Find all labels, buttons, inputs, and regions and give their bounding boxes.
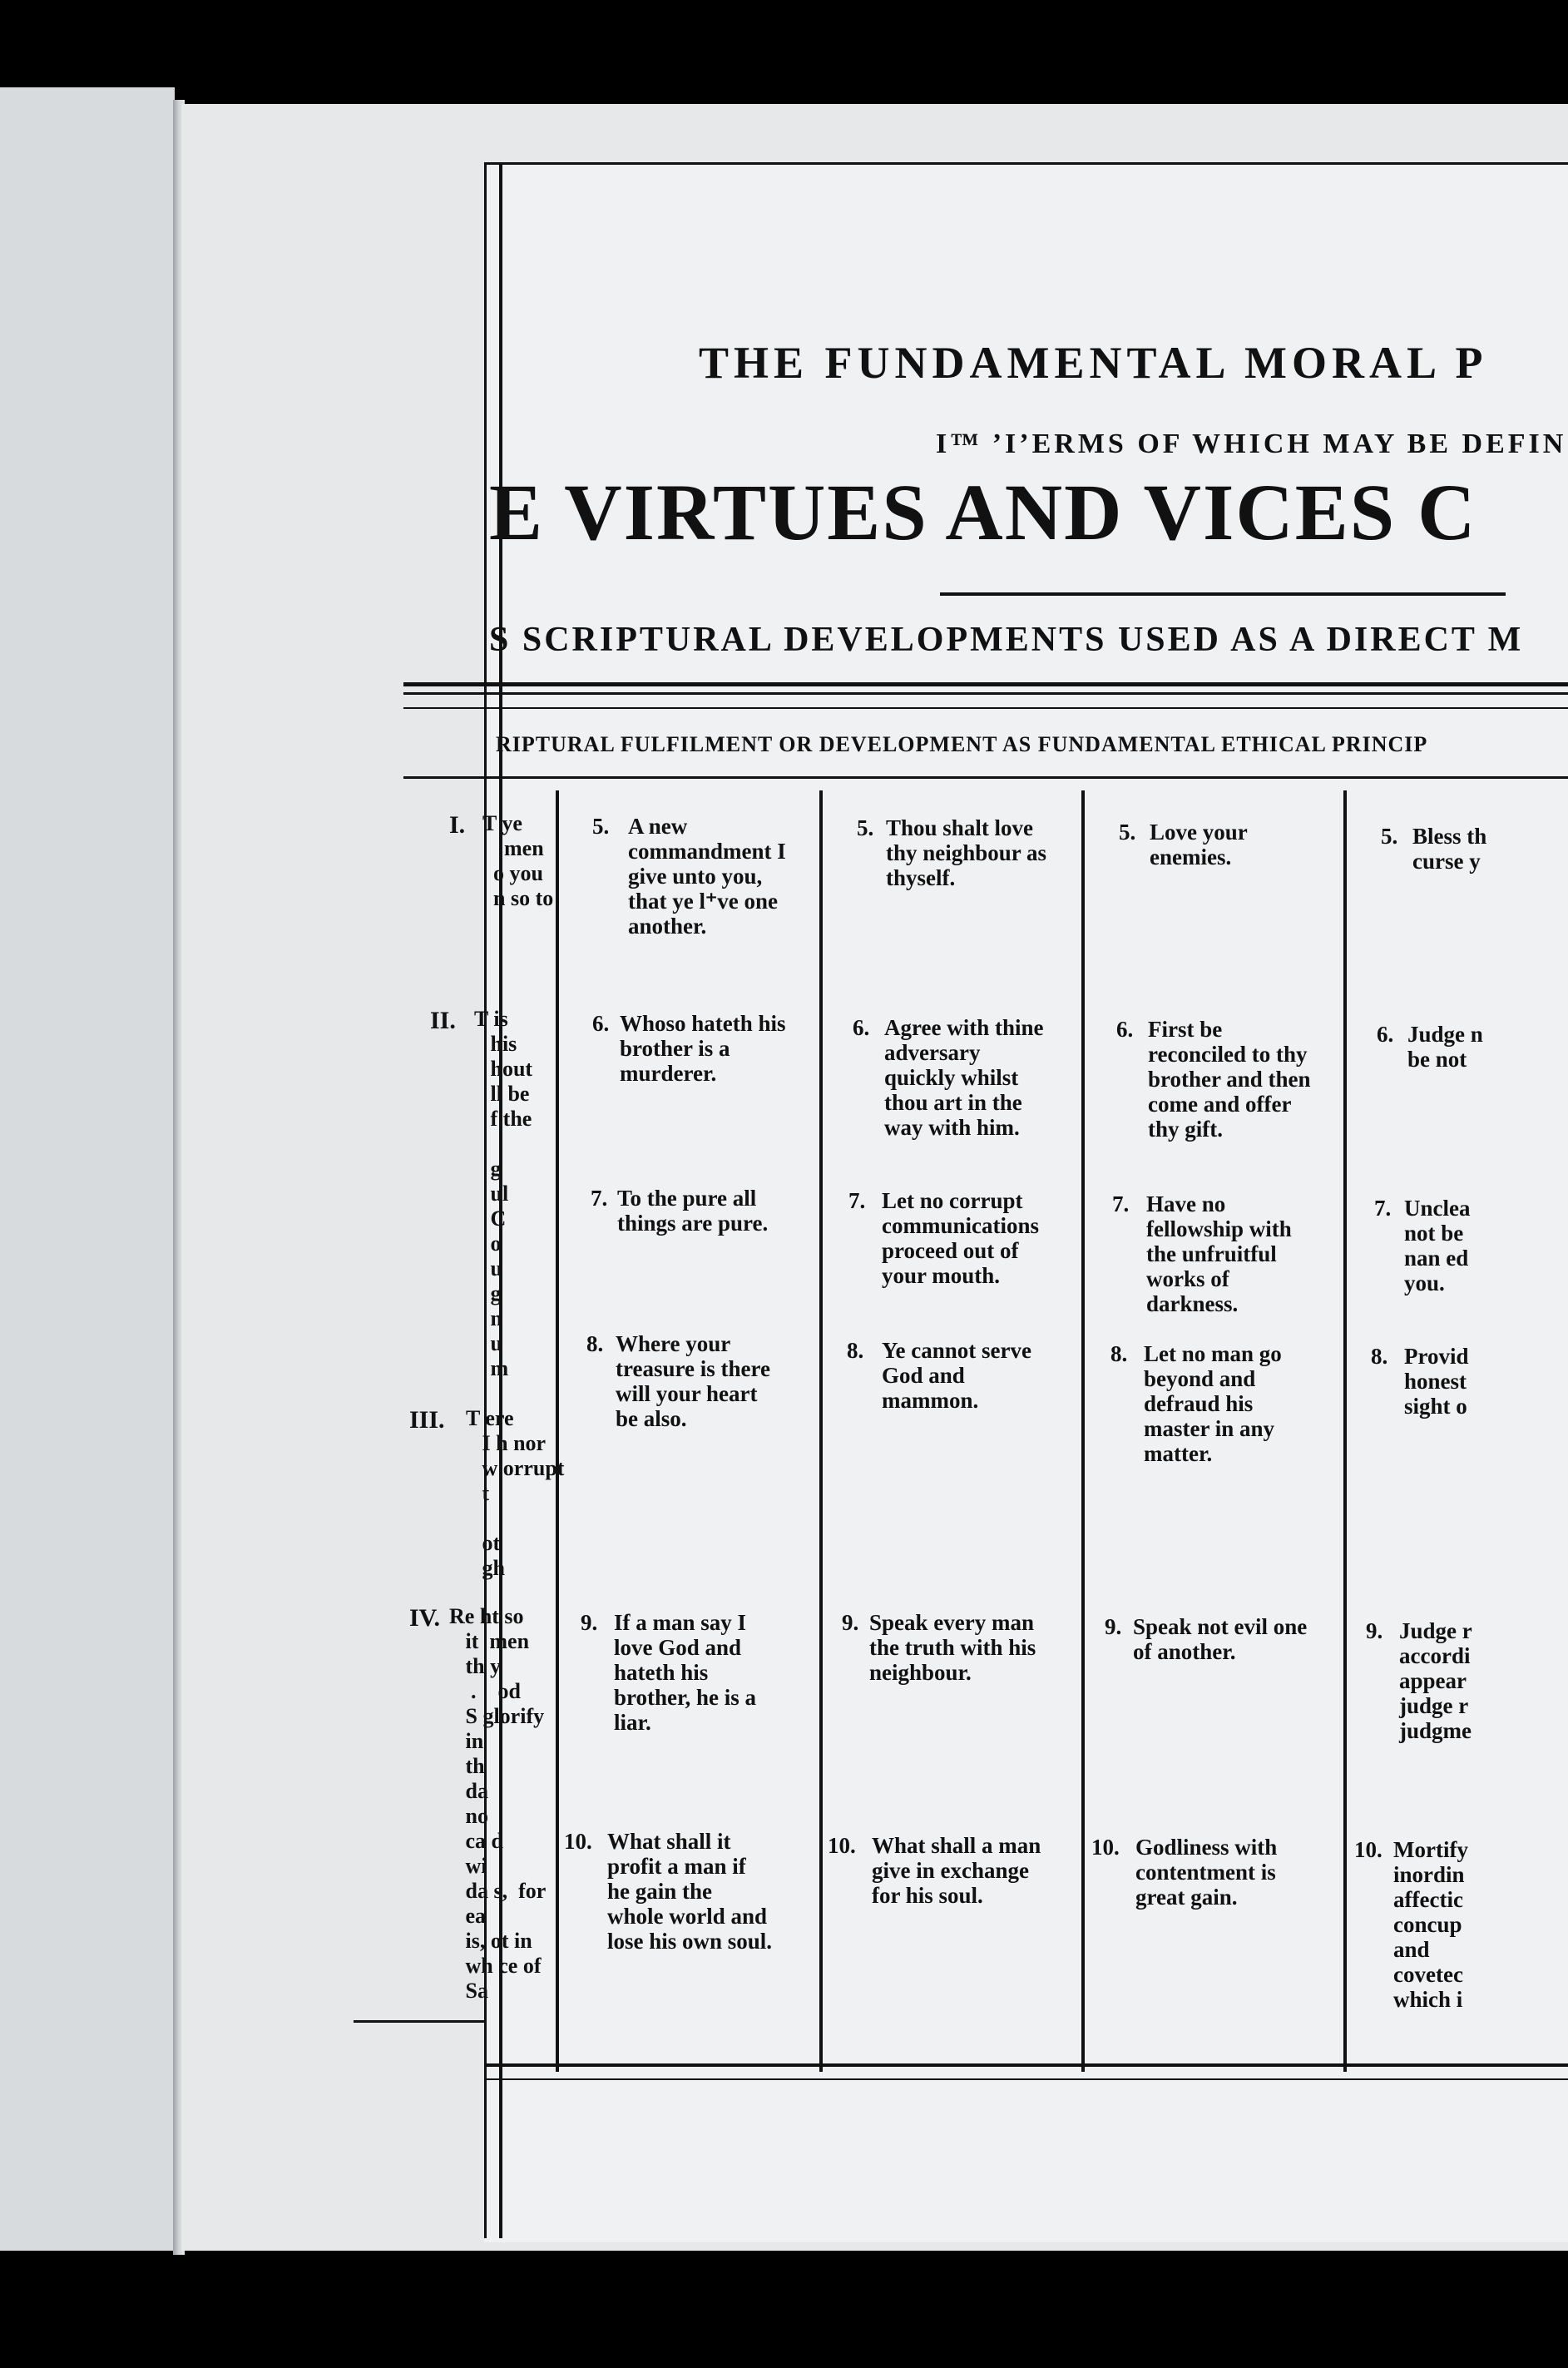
cell-c1-r6-num: 6. bbox=[592, 1011, 610, 1036]
cell-c2-r9-num: 9. bbox=[842, 1610, 859, 1635]
cell-c1-r10-num: 10. bbox=[564, 1829, 592, 1854]
cell-c2-r10-text: What shall a man give in exchange for his soul. bbox=[872, 1833, 1041, 1908]
cell-c3-r8-num: 8. bbox=[1110, 1341, 1128, 1366]
band-top-rule-1 bbox=[403, 682, 1568, 686]
band-top-rule-3 bbox=[403, 707, 1568, 709]
cell-c3-r10-text: Godliness with contentment is great gain. bbox=[1135, 1835, 1278, 1910]
cell-c4-r5-num: 5. bbox=[1381, 824, 1398, 849]
cell-c2-r9-text: Speak every man the truth with his neighbour. bbox=[869, 1610, 1036, 1685]
cell-c1-r5-text: A new commandment I give unto you, that ye l⁺ve one another. bbox=[628, 814, 786, 939]
band-heading: RIPTURAL FULFILMENT OR DEVELOPMENT AS FUNDAMENTAL ETHICAL PRINCIP bbox=[496, 732, 1428, 756]
left-page-edge bbox=[0, 87, 175, 2251]
cell-c4-r9-num: 9. bbox=[1366, 1618, 1383, 1643]
cell-c1-r9-num: 9. bbox=[581, 1610, 598, 1635]
title-line-1: THE FUNDAMENTAL MORAL P bbox=[699, 338, 1488, 388]
cell-c3-r6-num: 6. bbox=[1116, 1017, 1134, 1042]
cell-c1-r9-text: If a man say I love God and hateth his brother, he is a liar. bbox=[614, 1610, 757, 1735]
underlying-bottom-rule bbox=[354, 2020, 487, 2023]
cell-c1-r6-text: Whoso hateth his brother is a murderer. bbox=[620, 1011, 786, 1086]
cell-c4-r6-num: 6. bbox=[1377, 1022, 1394, 1047]
principle-fragment-2: T is his hout ll be f the g ul C o u g n u m bbox=[474, 1007, 533, 1380]
column-divider-1 bbox=[819, 790, 823, 2072]
cell-c3-r9-num: 9. bbox=[1105, 1614, 1122, 1639]
principle-fragment-3: T ere I h nor w orrupt t ot gh bbox=[466, 1406, 565, 1580]
cell-c3-r5-num: 5. bbox=[1119, 820, 1136, 845]
cell-c1-r8-num: 8. bbox=[586, 1331, 604, 1356]
cell-c3-r7-text: Have no fellowship with the unfruitful works of darkness. bbox=[1146, 1191, 1292, 1316]
cell-c1-r10-text: What shall it profit a man if he gain the whole world and lose his own soul. bbox=[607, 1829, 773, 1954]
title-underline bbox=[940, 592, 1506, 596]
cell-c2-r10-num: 10. bbox=[828, 1833, 856, 1858]
cell-c3-r9-text: Speak not evil one of another. bbox=[1133, 1614, 1308, 1664]
cell-c1-r7-text: To the pure all things are pure. bbox=[617, 1186, 769, 1236]
cell-c3-r7-num: 7. bbox=[1112, 1191, 1130, 1216]
band-top-rule-2 bbox=[403, 692, 1568, 695]
top-frame-rule bbox=[484, 162, 1568, 165]
principle-numeral-2: II. bbox=[430, 1007, 456, 1034]
principle-fragment-1: T ye men o you n so to bbox=[482, 811, 554, 910]
cell-c4-r9-text: Judge r accordi appear judge r judgme bbox=[1399, 1618, 1472, 1743]
cell-c4-r8-num: 8. bbox=[1371, 1344, 1388, 1369]
cell-c2-r5-num: 5. bbox=[857, 815, 874, 840]
cell-c3-r5-text: Love your enemies. bbox=[1150, 820, 1248, 869]
principle-fragment-4: Re ht so it men th y . od S glorify in th da no ca d wi da s, for ea is, ot in wh ce of Sa bbox=[449, 1604, 547, 2003]
title-line-3: E VIRTUES AND VICES C bbox=[489, 468, 1477, 557]
principle-numeral-1: I. bbox=[449, 811, 466, 839]
title-line-2: I™ ’I’ERMS OF WHICH MAY BE DEFIN bbox=[936, 429, 1567, 459]
title-line-4: S SCRIPTURAL DEVELOPMENTS USED AS A DIRECT M bbox=[489, 621, 1524, 659]
cell-c2-r8-num: 8. bbox=[847, 1338, 864, 1363]
cell-c3-r6-text: First be reconciled to thy brother and then come and offer thy gift. bbox=[1148, 1017, 1311, 1142]
cell-c4-r5-text: Bless th curse y bbox=[1412, 824, 1487, 874]
cell-c4-r10-text: Mortify inordin affectic concup and covetec which i bbox=[1393, 1837, 1468, 2012]
cell-c4-r6-text: Judge n be not bbox=[1407, 1022, 1483, 1072]
cell-c4-r10-num: 10. bbox=[1354, 1837, 1383, 1862]
cell-c3-r10-num: 10. bbox=[1091, 1835, 1120, 1860]
table-bottom-rule bbox=[484, 2063, 1568, 2067]
cell-c1-r8-text: Where your treasure is there will your heart be also. bbox=[616, 1331, 770, 1431]
table-bottom-rule-2 bbox=[484, 2078, 1568, 2080]
cell-c1-r5-num: 5. bbox=[592, 814, 610, 839]
cell-c2-r6-num: 6. bbox=[853, 1015, 870, 1040]
cell-c2-r7-text: Let no corrupt communications proceed out of your mouth. bbox=[882, 1188, 1039, 1288]
principle-numeral-4: IV. bbox=[409, 1604, 440, 1632]
principle-numeral-3: III. bbox=[409, 1406, 445, 1434]
column-divider-3 bbox=[1343, 790, 1347, 2072]
band-bottom-rule bbox=[403, 776, 1568, 779]
cell-c2-r8-text: Ye cannot serve God and mammon. bbox=[882, 1338, 1031, 1413]
column-divider-2 bbox=[1081, 790, 1085, 2072]
cell-c4-r8-text: Provid honest sight o bbox=[1404, 1344, 1469, 1419]
cell-c2-r6-text: Agree with thine adversary quickly whilst thou art in the way with him. bbox=[884, 1015, 1044, 1140]
cell-c2-r5-text: Thou shalt love thy neighbour as thyself. bbox=[886, 815, 1047, 890]
cell-c1-r7-num: 7. bbox=[591, 1186, 608, 1211]
cell-c4-r7-text: Unclea not be nan ed you. bbox=[1404, 1196, 1471, 1295]
cell-c2-r7-num: 7. bbox=[848, 1188, 866, 1213]
cell-c4-r7-num: 7. bbox=[1374, 1196, 1392, 1221]
cell-c3-r8-text: Let no man go beyond and defraud his master in any matter. bbox=[1144, 1341, 1282, 1466]
